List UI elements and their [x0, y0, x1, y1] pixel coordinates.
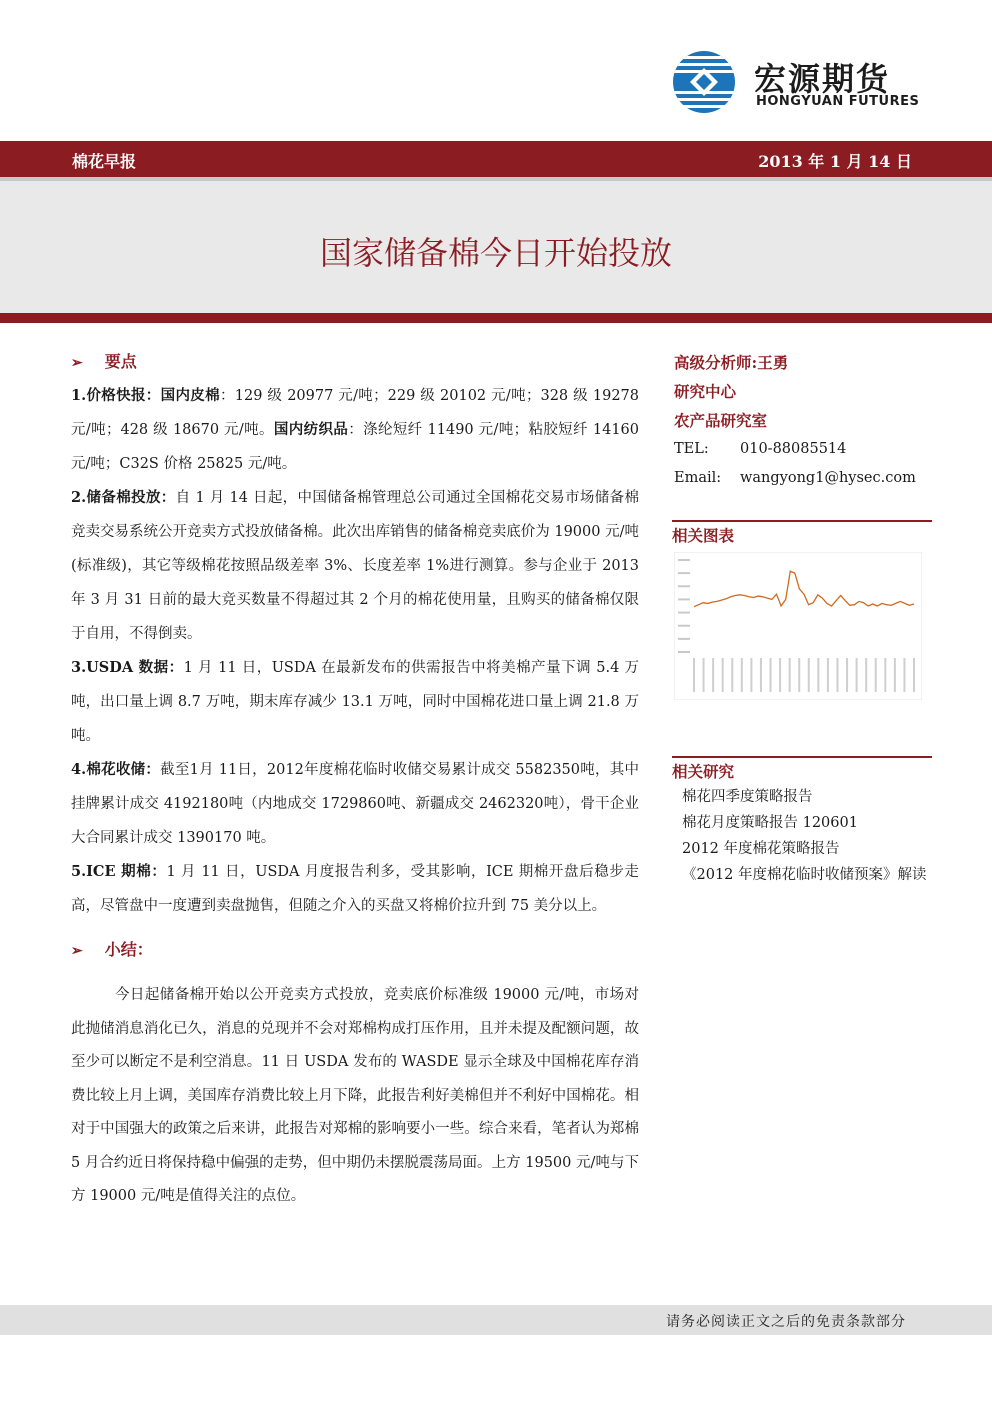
- research-link[interactable]: 棉花四季度策略报告: [682, 789, 813, 805]
- department: 研究中心: [674, 382, 737, 401]
- price-line-chart: [674, 552, 922, 700]
- report-type: 棉花早报: [72, 152, 137, 171]
- arrow-bullet-icon: ➢: [71, 943, 83, 959]
- email-link[interactable]: wangyong1@hysec.com: [740, 470, 916, 486]
- research-link[interactable]: 棉花月度策略报告 120601: [682, 815, 858, 831]
- analyst-name: 高级分析师:王勇: [674, 353, 789, 372]
- tel-label: TEL:: [674, 441, 709, 457]
- point-prices: 1.价格快报：国内皮棉：129 级 20977 元/吨；229 级 20102 元/吨；328 级 19278 元/吨；428 级 18670 元/吨。国内纺织品：涤纶短纤 11490 元/吨；粘胶短纤 14160 元/吨；C32S 价格 25825 元/吨。: [71, 387, 640, 472]
- main-content: [71, 345, 639, 1214]
- header-band: [0, 141, 992, 177]
- tel-value: 010-88085514: [740, 441, 847, 457]
- point-cotton-storage: 4.棉花收储：截至1月 11日，2012年度棉花临时收储交易累计成交 5582350吨，其中挂牌累计成交 4192180吨（内地成交 1729860吨、新疆成交 2462320吨），骨干企业大合同累计成交 1390170 吨。: [71, 761, 639, 846]
- tel-row: [674, 435, 932, 464]
- page-title: 国家储备棉今日开始投放: [319, 234, 672, 272]
- related-research-list: [672, 784, 934, 888]
- related-research-heading: 相关研究: [672, 762, 735, 781]
- company-logo: [672, 50, 922, 114]
- related-research-section: [672, 756, 932, 786]
- sub-department: 农产品研究室: [674, 411, 768, 430]
- disclaimer-note: 请务必阅读正文之后的免责条款部分: [666, 1314, 906, 1330]
- report-date: 2013 年 1 月 14 日: [758, 152, 912, 171]
- point-ice-futures: 5.ICE 期棉：1 月 11 日，USDA 月度报告利多，受其影响，ICE 期棉开盘后稳步走高，尽管盘中一度遭到卖盘抛售，但随之介入的买盘又将棉价拉升到 75 美分以上。: [71, 863, 639, 914]
- research-link[interactable]: 《2012 年度棉花临时收储预案》解读: [682, 867, 927, 883]
- related-charts-section: [672, 520, 932, 550]
- point-reserve-release: 2.储备棉投放：自 1 月 14 日起，中国储备棉管理总公司通过全国棉花交易市场储备棉竞卖交易系统公开竞卖方式投放储备棉。此次出库销售的储备棉竞卖底价为 19000 元/吨(标准级)，其它等级棉花按照品级差率 3%、长度差率 1%进行测算。参与企业于 2013 年 3 月 31 日前的最大竞买数量不得超过其 2 个月的棉花使用量，且购买的储备棉仅限于自用，不得倒卖。: [71, 489, 639, 642]
- sidebar-contact: [674, 348, 932, 493]
- summary-heading: ➢ 小结：: [71, 940, 153, 959]
- key-points-heading: ➢ 要点: [71, 352, 137, 371]
- logo-emblem-icon: [672, 50, 736, 114]
- logo-name-en: HONGYUAN FUTURES: [756, 94, 920, 109]
- email-label: Email:: [674, 470, 722, 486]
- arrow-bullet-icon: ➢: [71, 355, 83, 371]
- title-underline: [0, 313, 992, 323]
- related-charts-heading: 相关图表: [672, 526, 735, 545]
- summary-paragraph: 今日起储备棉开始以公开竞卖方式投放，竞卖底价标准级 19000 元/吨，市场对此抛储消息消化已久，消息的兑现并不会对郑棉构成打压作用，且并未提及配额问题，故至少可以断定不是利空消息。11 日 USDA 发布的 WASDE 显示全球及中国棉花库存消费比较上月上调，美国库存消费比较上月下降，此报告利好美棉但并不利好中国棉花。相对于中国强大的政策之后来讲，此报告对郑棉的影响要小一些。综合来看，笔者认为郑棉 5 月合约近日将保持稳中偏强的走势，但中期仍未摆脱震荡局面。上方 19500 元/吨与下方 19000 元/吨是值得关注的点位。: [71, 987, 639, 1204]
- point-usda-data: 3.USDA 数据：1 月 11 日，USDA 在最新发布的供需报告中将美棉产量下调 5.4 万吨，出口量上调 8.7 万吨，期末库存减少 13.1 万吨，同时中国棉花进口量上调 21.8 万吨。: [71, 659, 639, 744]
- research-link[interactable]: 2012 年度棉花策略报告: [682, 841, 840, 857]
- logo-name-cn: 宏源期货: [754, 60, 891, 98]
- footer-band: [0, 1305, 992, 1335]
- email-row: [674, 464, 932, 493]
